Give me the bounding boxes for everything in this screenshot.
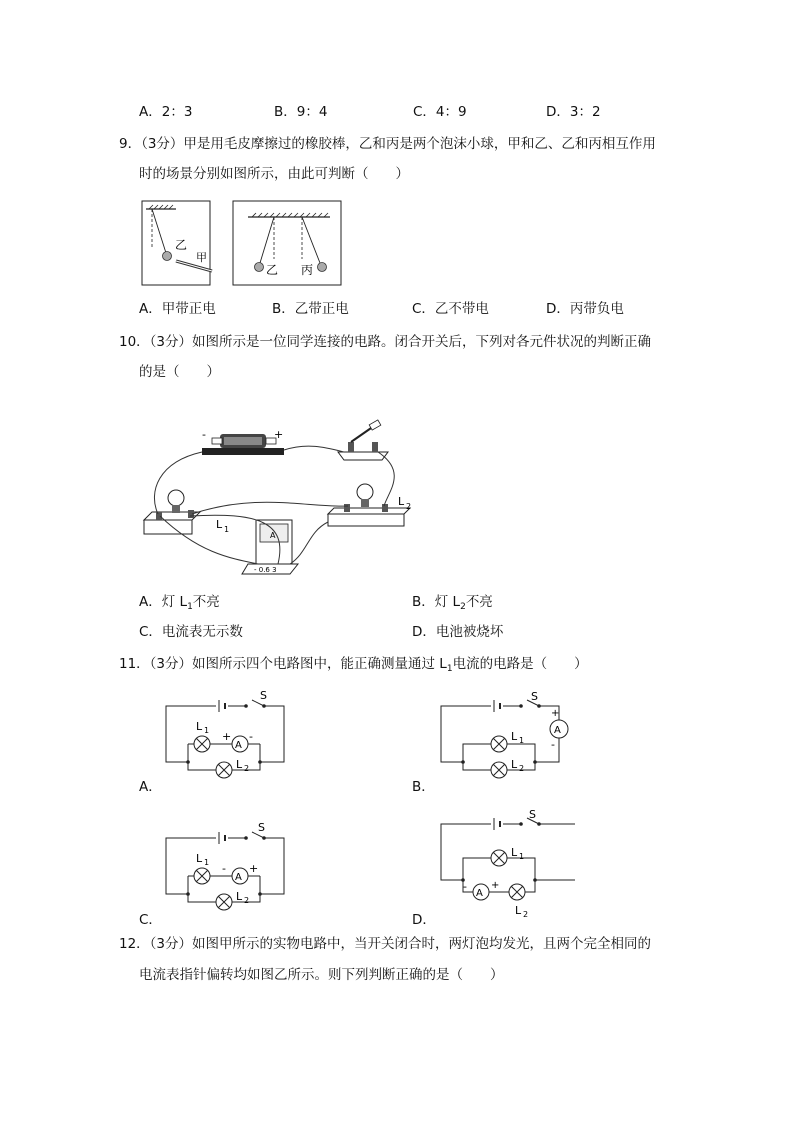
svg-text:S: S: [260, 689, 267, 702]
q10-option-b: B．灯 $L_2$不亮: [412, 594, 493, 612]
q11-label-d: D．: [412, 912, 436, 928]
q9-option-a: A．甲带正电: [139, 301, 216, 317]
svg-text:A: A: [235, 740, 242, 751]
svg-text:L: L: [236, 758, 243, 771]
q9-stem-line1: 9．（3分）甲是用毛皮摩擦过的橡胶棒，乙和丙是两个泡沫小球，甲和乙、乙和丙相互作用: [119, 136, 656, 152]
svg-text:-: -: [463, 880, 467, 893]
svg-text:-: -: [202, 428, 206, 441]
q9-option-c: C．乙不带电: [412, 301, 489, 317]
svg-text:2: 2: [523, 910, 529, 919]
q8-option-a: A．2：3: [139, 104, 193, 120]
q11-circuit-a: [160, 688, 292, 784]
q11-label-a: A．: [139, 779, 162, 795]
svg-text:- 0.6 3: - 0.6 3: [254, 566, 277, 574]
q10-circuit-figure: [138, 412, 418, 582]
battery-icon: [202, 428, 284, 455]
svg-text:1: 1: [519, 736, 525, 745]
svg-text:L: L: [196, 852, 203, 865]
q9-label-yi: 乙: [175, 238, 188, 252]
svg-text:L: L: [511, 846, 518, 859]
svg-text:+: +: [222, 730, 232, 743]
svg-text:S: S: [258, 821, 265, 834]
svg-text:A: A: [270, 531, 276, 540]
svg-text:A: A: [476, 888, 483, 899]
svg-text:A: A: [554, 725, 561, 736]
q11-circuit-b: [435, 688, 575, 784]
svg-text:S: S: [529, 808, 536, 821]
svg-text:L: L: [216, 518, 223, 531]
q8-option-c: C．4：9: [413, 104, 467, 120]
svg-text:1: 1: [519, 852, 525, 861]
svg-text:2: 2: [244, 764, 250, 773]
q12-stem-line2: 电流表指针偏转均如图乙所示。则下列判断正确的是（ ）: [139, 967, 504, 983]
q9-figure: [138, 197, 350, 289]
q10-option-a: A．灯 $L_1$不亮: [139, 594, 220, 612]
svg-text:+: +: [491, 880, 500, 891]
q11-circuit-d: [435, 808, 575, 920]
svg-text:-: -: [222, 862, 226, 875]
svg-text:+: +: [274, 428, 284, 441]
ammeter-icon: [242, 520, 298, 574]
svg-text:L: L: [511, 730, 518, 743]
q10-stem-line1: 10．（3分）如图所示是一位同学连接的电路。闭合开关后，下列对各元件状况的判断正确: [119, 334, 652, 350]
q9-option-d: D．丙带负电: [546, 301, 624, 317]
svg-text:2: 2: [244, 896, 250, 905]
q12-stem-line1: 12．（3分）如图甲所示的实物电路中，当开关闭合时，两灯泡均发光，且两个完全相同的: [119, 936, 652, 952]
q9-ball-bing: [318, 263, 327, 272]
svg-text:L: L: [511, 758, 518, 771]
q10-option-d: D．电池被烧坏: [412, 624, 504, 640]
svg-text:+: +: [249, 862, 259, 875]
q9-label-bing: 丙: [301, 263, 314, 277]
svg-text:L: L: [515, 904, 522, 917]
q11-circuit-c: [160, 820, 292, 916]
svg-text:S: S: [531, 690, 538, 703]
svg-text:2: 2: [519, 764, 525, 773]
q9-label-jia: 甲: [196, 251, 207, 264]
svg-text:L: L: [196, 720, 203, 733]
svg-text:+: +: [551, 708, 560, 719]
q9-option-b: B．乙带正电: [272, 301, 349, 317]
svg-text:L: L: [236, 890, 243, 903]
svg-text:A: A: [235, 872, 242, 883]
q10-stem-line2: 的是（ ）: [139, 364, 220, 380]
svg-text:1: 1: [224, 525, 230, 534]
q11-label-b: B．: [412, 779, 435, 795]
q8-option-b: B．9：4: [274, 104, 328, 120]
q9-ball-yi: [163, 252, 172, 261]
q9-stem-line2: 时的场景分别如图所示，由此可判断（ ）: [139, 166, 409, 182]
q8-option-d: D．3：2: [546, 104, 601, 120]
svg-text:L: L: [398, 495, 405, 508]
q9-fig-right-frame: [233, 201, 341, 285]
q9-label-yi-right: 乙: [266, 263, 279, 277]
q9-ball-yi-right: [255, 263, 264, 272]
svg-text:1: 1: [204, 858, 210, 867]
svg-text:1: 1: [204, 726, 210, 735]
svg-text:-: -: [249, 730, 253, 743]
svg-text:-: -: [551, 738, 555, 751]
q11-stem: 11．（3分）如图所示四个电路图中，能正确测量通过 $L_1$电流的电路是（ ）: [119, 656, 588, 674]
svg-text:2: 2: [406, 502, 412, 511]
q11-label-c: C．: [139, 912, 162, 928]
q10-option-c: C．电流表无示数: [139, 624, 243, 640]
lamp-l2-icon: [328, 484, 411, 526]
